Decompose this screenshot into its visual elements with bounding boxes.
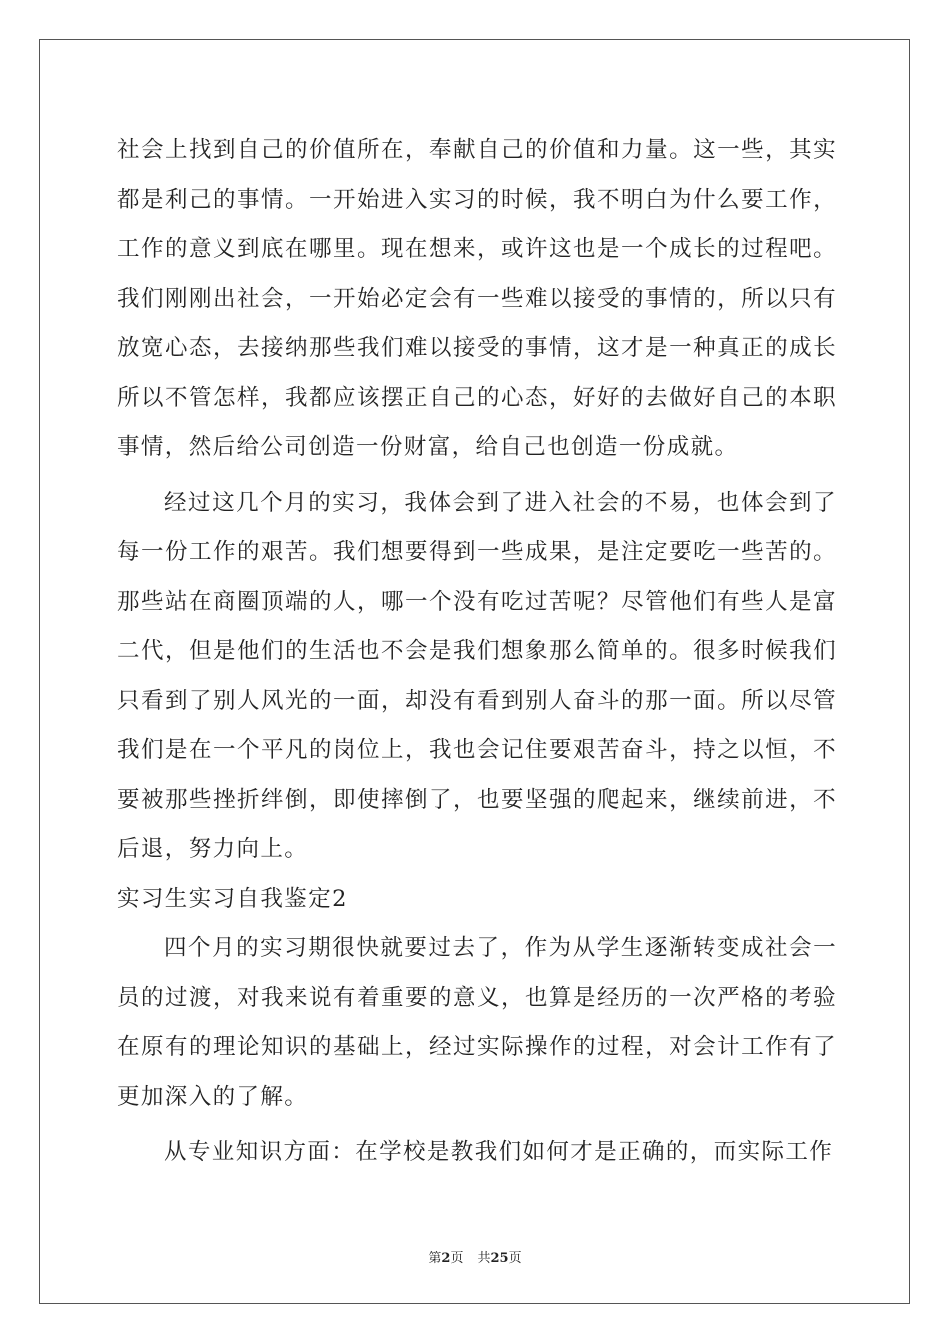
footer-page-mid: 页 (450, 1251, 464, 1266)
footer-total-suffix: 页 (508, 1251, 522, 1266)
paragraph-3: 四个月的实习期很快就要过去了，作为从学生逐渐转变成社会一员的过渡，对我来说有着重要的意义，也算是经历的一次严格的考验在原有的理论知识的基础上，经过实际操作的过程，对会计工作有了更加深入的了解。 (117, 935, 837, 1110)
document-body (117, 126, 837, 1178)
paragraph-1: 社会上找到自己的价值所在，奉献自己的价值和力量。这一些，其实都是利己的事情。一开始进入实习的时候，我不明白为什么要工作，工作的意义到底在哪里。现在想来，或许这也是一个成长的过程吧。我们刚刚出社会，一开始必定会有一些难以接受的事情的，所以只有放宽心态，去接纳那些我们难以接受的事情，这才是一种真正的成长所以不管怎样，我都应该摆正自己的心态，好好的去做好自己的本职事情，然后给公司创造一份财富，给自己也创造一份成就。 (117, 137, 837, 460)
footer-page-prefix: 第 (428, 1251, 442, 1266)
paragraph-2: 经过这几个月的实习，我体会到了进入社会的不易，也体会到了每一份工作的艰苦。我们想要得到一些成果，是注定要吃一些苦的。那些站在商圈顶端的人，哪一个没有吃过苦呢？尽管他们有些人是富二代，但是他们的生活也不会是我们想象那么简单的。很多时候我们只看到了别人风光的一面，却没有看到别人奋斗的那一面。所以尽管我们是在一个平凡的岗位上，我也会记住要艰苦奋斗，持之以恒，不要被那些挫折绊倒，即使摔倒了，也要坚强的爬起来，继续前进，不后退，努力向上。 (117, 489, 837, 862)
footer-page-current: 2 (441, 1251, 451, 1266)
paragraph-4: 从专业知识方面：在学校是教我们如何才是正确的，而实际工作 (164, 1139, 834, 1165)
footer-page-total: 25 (490, 1251, 509, 1266)
page-footer (0, 1247, 950, 1266)
footer-total-prefix: 共 (477, 1251, 491, 1266)
section-heading: 实习生实习自我鉴定2 (117, 885, 348, 912)
